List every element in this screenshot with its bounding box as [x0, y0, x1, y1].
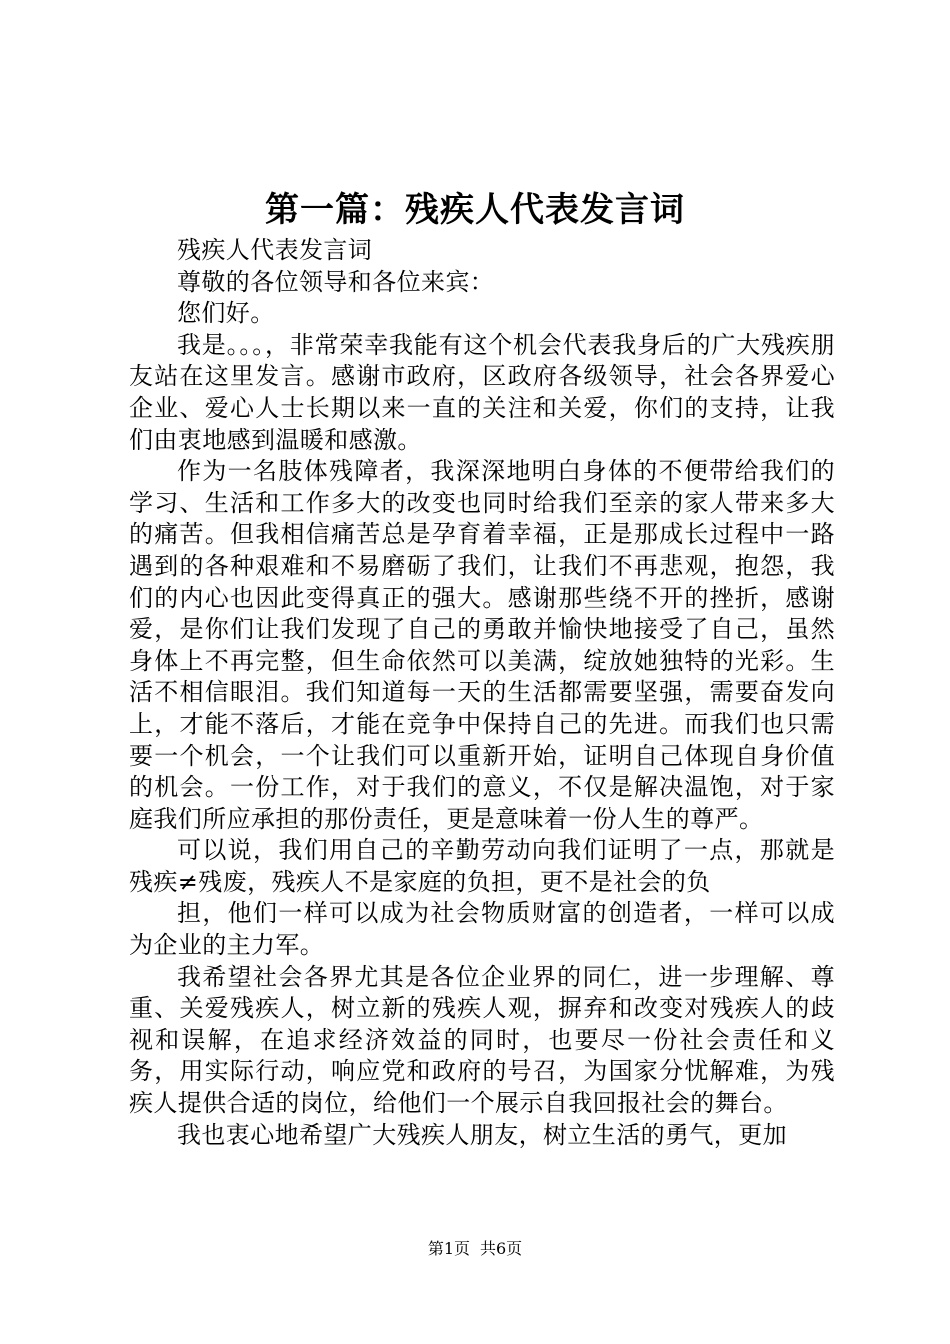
paragraph-speech-heading: 残疾人代表发言词 [177, 236, 373, 264]
paragraph: 作为一名肢体残障者，我深深地明白身体的不便带给我们的学习、生活和工作多大的改变也同时给我们至亲的家人带来多大的痛苦。但我相信痛苦总是孕育着幸福，正是那成长过程中一路遇到的各种艰难和不易磨砺了我们，让我们不再悲观，抱怨，我们的内心也因此变得真正的强大。感谢那些绕不开的挫折，感谢爱，是你们让我们发现了自己的勇敢并愉快地接受了自己，虽然身体上不再完整，但生命依然可以美满，绽放她独特的光彩。生活不相信眼泪。我们知道每一天的生活都需要坚强，需要奋发向上，才能不落后，才能在竞争中保持自己的先进。而我们也只需要一个机会，一个让我们可以重新开始，证明自己体现自身价值的机会。一份工作，对于我们的意义，不仅是解决温饱，对于家庭我们所应承担的那份责任，更是意味着一份人生的尊严。 [129, 457, 835, 833]
paragraph-greeting: 您们好。 [177, 299, 275, 328]
document-body [129, 235, 835, 1151]
page-number: 第1页 [427, 1239, 470, 1258]
page-footer [0, 1238, 950, 1260]
paragraph: 我希望社会各界尤其是各位企业界的同仁，进一步理解、尊重、关爱残疾人，树立新的残疾人观，摒弃和改变对残疾人的歧视和误解，在追求经济效益的同时，也要尽一份社会责任和义务，用实际行动，响应党和政府的号召，为国家分忧解难，为残疾人提供合适的岗位，给他们一个展示自我回报社会的舞台。 [129, 962, 835, 1118]
document-title: 第一篇：残疾人代表发言词 [265, 190, 685, 230]
paragraph: 我是。。。，非常荣幸我能有这个机会代表我身后的广大残疾朋友站在这里发言。感谢市政府，区政府各级领导，社会各界爱心企业、爱心人士长期以来一直的关注和关爱，你们的支持，让我们由衷地感到温暖和感激。 [129, 330, 835, 454]
paragraph: 可以说，我们用自己的辛勤劳动向我们证明了一点，那就是残疾≠残废，残疾人不是家庭的负担，更不是社会的负 [129, 836, 835, 896]
paragraph: 担，他们一样可以成为社会物质财富的创造者，一样可以成为企业的主力军。 [129, 899, 835, 960]
paragraph-salutation: 尊敬的各位领导和各位来宾： [177, 267, 495, 296]
paragraph: 我也衷心地希望广大残疾人朋友，树立生活的勇气，更加 [177, 1120, 787, 1149]
page-total: 共6页 [480, 1239, 523, 1258]
